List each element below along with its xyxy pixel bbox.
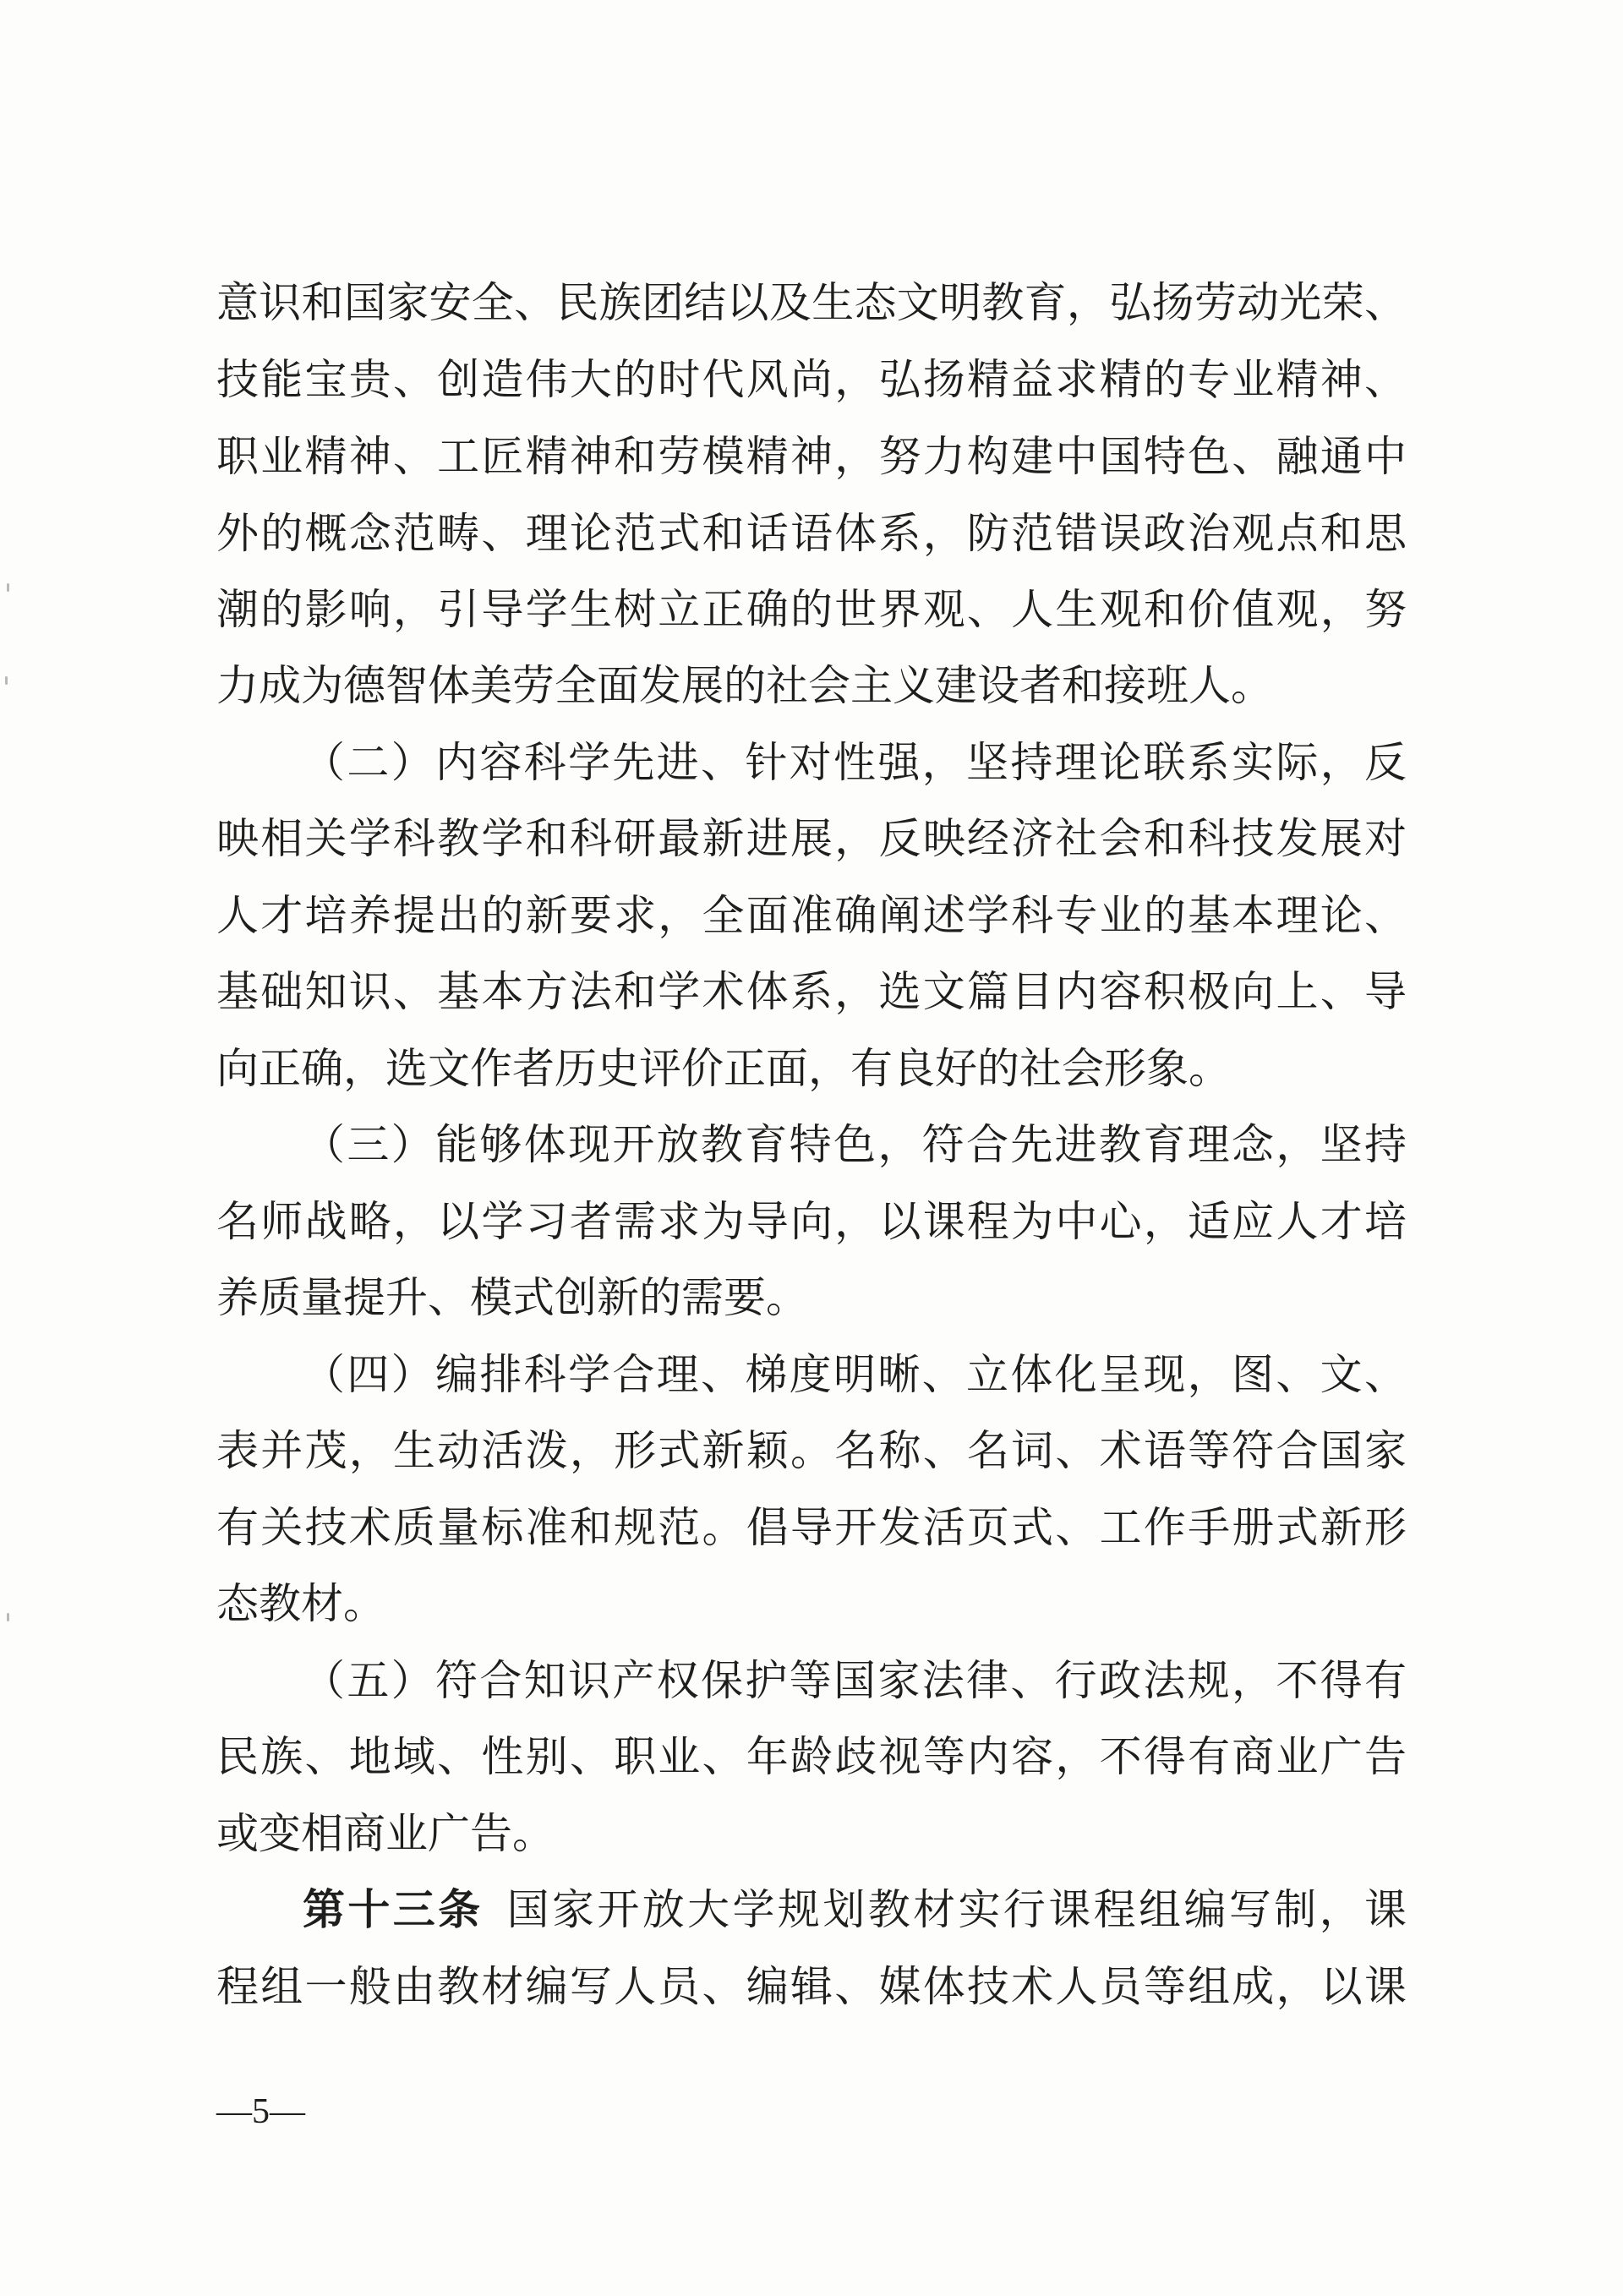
body-line: 映相关学科教学和科研最新进展，反映经济社会和科技发展对 bbox=[216, 814, 1407, 863]
article-number: 第十三条 bbox=[303, 1885, 484, 1934]
body-line: 基础知识、基本方法和学术体系，选文篇目内容积极向上、导 bbox=[216, 967, 1407, 1016]
body-line: （三）能够体现开放教育特色，符合先进教育理念，坚持 bbox=[303, 1120, 1407, 1169]
article-line bbox=[303, 1872, 1407, 1948]
body-line: 潮的影响，引导学生树立正确的世界观、人生观和价值观，努 bbox=[216, 585, 1407, 634]
body-line: （五）符合知识产权保护等国家法律、行政法规，不得有 bbox=[303, 1656, 1407, 1705]
body-line: 程组一般由教材编写人员、编辑、媒体技术人员等组成，以课 bbox=[216, 1962, 1407, 2011]
body-line: 态教材。 bbox=[216, 1579, 385, 1628]
body-line: 名师战略，以学习者需求为导向，以课程为中心，适应人才培 bbox=[216, 1197, 1407, 1246]
body-line: 职业精神、工匠精神和劳模精神，努力构建中国特色、融通中 bbox=[216, 432, 1407, 481]
body-line: 技能宝贵、创造伟大的时代风尚，弘扬精益求精的专业精神、 bbox=[216, 355, 1407, 404]
body-line: 向正确，选文作者历史评价正面，有良好的社会形象。 bbox=[216, 1044, 1231, 1093]
scan-speck bbox=[5, 676, 8, 685]
body-line: 表并茂，生动活泼，形式新颖。名称、名词、术语等符合国家 bbox=[216, 1426, 1407, 1475]
body-line: 或变相商业广告。 bbox=[216, 1809, 555, 1858]
body-line: 有关技术质量标准和规范。倡导开发活页式、工作手册式新形 bbox=[216, 1503, 1407, 1552]
body-line: 养质量提升、模式创新的需要。 bbox=[216, 1273, 808, 1322]
body-line: 民族、地域、性别、职业、年龄歧视等内容，不得有商业广告 bbox=[216, 1732, 1407, 1781]
body-line: 人才培养提出的新要求，全面准确阐述学科专业的基本理论、 bbox=[216, 891, 1407, 940]
body-line: （二）内容科学先进、针对性强，坚持理论联系实际，反 bbox=[303, 738, 1407, 787]
scan-speck bbox=[7, 1613, 9, 1621]
body-line: （四）编排科学合理、梯度明晰、立体化呈现，图、文、 bbox=[303, 1350, 1407, 1399]
body-line: 力成为德智体美劳全面发展的社会主义建设者和接班人。 bbox=[216, 661, 1273, 710]
article-text: 国家开放大学规划教材实行课程组编写制，课 bbox=[506, 1885, 1407, 1934]
body-line: 外的概念范畴、理论范式和话语体系，防范错误政治观点和思 bbox=[216, 509, 1407, 558]
page-number: —5— bbox=[216, 2092, 305, 2131]
body-line: 意识和国家安全、民族团结以及生态文明教育，弘扬劳动光荣、 bbox=[216, 278, 1407, 327]
scan-speck bbox=[7, 583, 9, 592]
